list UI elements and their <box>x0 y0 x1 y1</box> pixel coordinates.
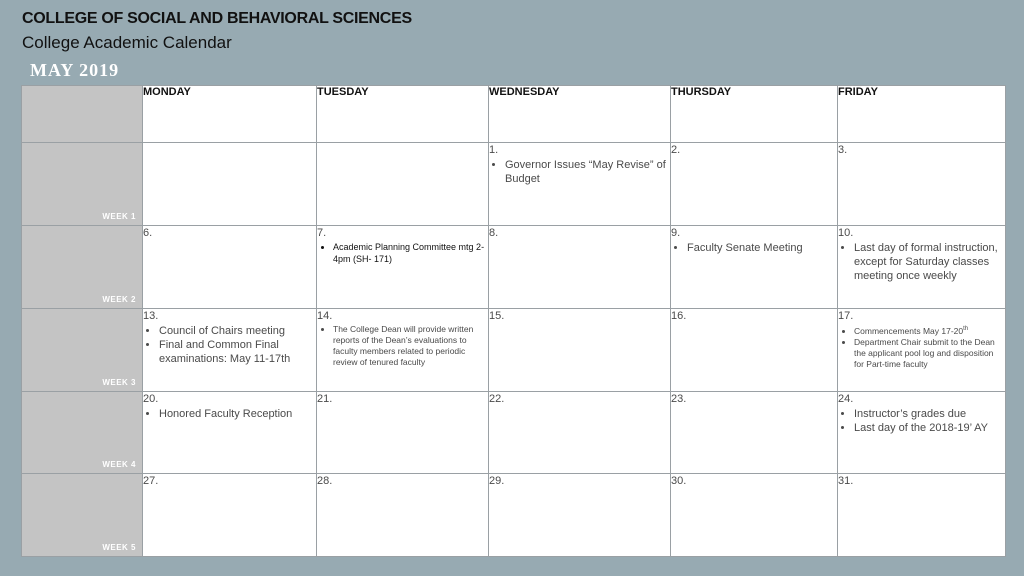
page-title: COLLEGE OF SOCIAL AND BEHAVIORAL SCIENCES <box>22 10 412 27</box>
date-number: 17. <box>838 309 854 322</box>
date-number: 30. <box>671 475 687 488</box>
day-cell <box>671 308 838 391</box>
day-cell <box>143 226 317 309</box>
week-row <box>22 391 1006 474</box>
date-number: 29. <box>489 475 505 488</box>
day-cell <box>143 391 317 474</box>
day-cell <box>143 474 317 557</box>
date-number: 14. <box>317 309 333 322</box>
day-cell <box>317 143 489 226</box>
week-label: WEEK 5 <box>102 543 136 552</box>
week-label: WEEK 3 <box>102 377 136 387</box>
date-number: 28. <box>317 475 333 488</box>
event-item: • Council of Chairs meeting <box>159 324 316 338</box>
calendar-table <box>21 85 1006 557</box>
week-label-cell <box>22 226 143 309</box>
corner-cell <box>22 86 143 143</box>
date-number: 15. <box>489 309 505 322</box>
event-item: • Faculty Senate Meeting <box>687 241 837 255</box>
day-cell <box>489 474 671 557</box>
page-subtitle: College Academic Calendar <box>22 33 232 52</box>
day-cell <box>838 474 1006 557</box>
day-header-friday: FRIDAY <box>838 86 1006 143</box>
day-cell <box>489 143 671 226</box>
event-list <box>838 324 1005 370</box>
day-header-wednesday: WEDNESDAY <box>489 86 671 143</box>
week-label: WEEK 1 <box>102 212 136 222</box>
week-label-cell <box>22 474 143 557</box>
day-cell <box>317 391 489 474</box>
date-number: 13. <box>143 309 159 322</box>
day-cell <box>489 391 671 474</box>
calendar-header-row <box>22 86 1006 143</box>
date-number: 27. <box>143 475 159 488</box>
date-number: 20. <box>143 392 159 405</box>
day-cell <box>317 308 489 391</box>
day-cell <box>671 226 838 309</box>
event-item: • Commencements May 17-20th <box>854 324 1005 337</box>
event-item: • Honored Faculty Reception <box>159 407 316 421</box>
event-item: • Department Chair submit to the Dean the applicant pool log and disposition for Part-time faculty <box>854 337 1005 370</box>
date-number: 22. <box>489 392 505 405</box>
event-item: • Last day of the 2018-19’ AY <box>854 421 1005 435</box>
day-cell <box>143 308 317 391</box>
week-label: WEEK 2 <box>102 294 136 304</box>
day-header-thursday: THURSDAY <box>671 86 838 143</box>
day-cell <box>317 226 489 309</box>
date-number: 23. <box>671 392 687 405</box>
date-number: 1. <box>489 144 499 157</box>
day-cell <box>838 226 1006 309</box>
week-row <box>22 308 1006 391</box>
date-number: 7. <box>317 227 327 240</box>
date-number: 31. <box>838 475 854 488</box>
event-list <box>317 241 488 265</box>
day-header-monday: MONDAY <box>143 86 317 143</box>
day-cell <box>838 391 1006 474</box>
week-row <box>22 226 1006 309</box>
event-item: • The College Dean will provide written reports of the Dean’s evaluations to faculty members related to periodic review of tenured faculty <box>333 324 488 368</box>
event-item: • Last day of formal instruction, except for Saturday classes meeting once weekly <box>854 241 1005 283</box>
week-label-cell <box>22 308 143 391</box>
day-cell <box>838 308 1006 391</box>
date-number: 3. <box>838 144 848 157</box>
event-item: • Governor Issues “May Revise” of Budget <box>505 158 670 186</box>
event-item: • Instructor’s grades due <box>854 407 1005 421</box>
day-cell <box>489 308 671 391</box>
month-heading: MAY 2019 <box>30 60 120 80</box>
day-cell <box>671 474 838 557</box>
event-list <box>317 324 488 368</box>
event-list <box>838 407 1005 435</box>
week-label-cell <box>22 391 143 474</box>
date-number: 10. <box>838 227 854 240</box>
event-list <box>671 241 837 255</box>
day-cell <box>143 143 317 226</box>
date-number: 2. <box>671 144 681 157</box>
date-number: 9. <box>671 227 681 240</box>
day-header-tuesday: TUESDAY <box>317 86 489 143</box>
event-list <box>489 158 670 186</box>
date-number: 21. <box>317 392 333 405</box>
date-number: 24. <box>838 392 854 405</box>
week-label: WEEK 4 <box>102 460 136 470</box>
day-cell <box>489 226 671 309</box>
week-label-cell <box>22 143 143 226</box>
week-row <box>22 143 1006 226</box>
day-cell <box>671 391 838 474</box>
date-number: 6. <box>143 227 153 240</box>
day-cell <box>317 474 489 557</box>
event-list <box>143 407 316 421</box>
day-cell <box>671 143 838 226</box>
date-number: 8. <box>489 227 499 240</box>
week-row <box>22 474 1006 557</box>
date-number: 16. <box>671 309 687 322</box>
event-item: • Final and Common Final examinations: May 11-17th <box>159 338 316 366</box>
event-item: • Academic Planning Committee mtg 2-4pm (SH- 171) <box>333 241 488 265</box>
event-list <box>838 241 1005 283</box>
day-cell <box>838 143 1006 226</box>
event-list <box>143 324 316 366</box>
